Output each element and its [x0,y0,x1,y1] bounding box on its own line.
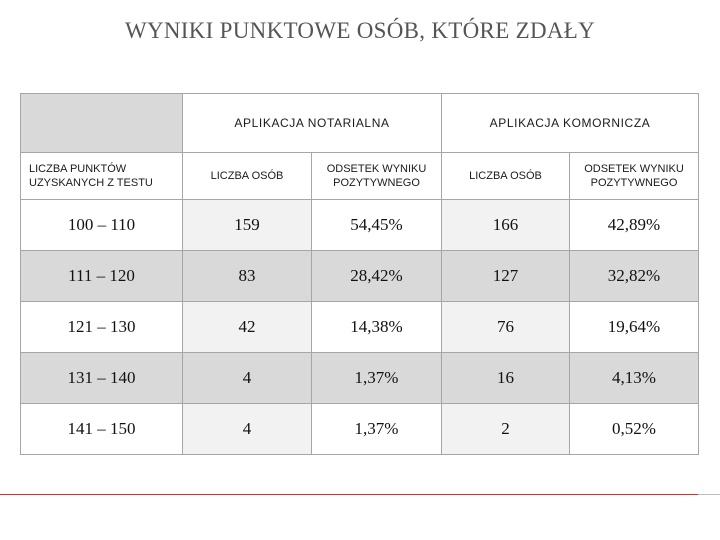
range-cell: 111 – 120 [21,251,183,302]
range-cell: 121 – 130 [21,302,183,353]
group-header-komornicza: APLIKACJA KOMORNICZA [442,94,699,153]
table-row [21,353,699,404]
footer-accent-line [0,494,698,495]
data-cell: 1,37% [312,404,442,455]
sub-header-percent-komornicza: ODSETEK WYNIKU POZYTYWNEGO [570,153,699,200]
table-row [21,302,699,353]
data-cell: 159 [183,200,312,251]
data-cell: 127 [442,251,570,302]
data-cell: 14,38% [312,302,442,353]
data-cell: 83 [183,251,312,302]
range-cell: 141 – 150 [21,404,183,455]
results-table [20,93,699,455]
data-cell: 76 [442,302,570,353]
footer-divider-line [698,494,720,495]
table-sub-header-row [21,153,699,200]
table-row [21,200,699,251]
data-cell: 42,89% [570,200,699,251]
range-cell: 131 – 140 [21,353,183,404]
table-corner-cell [21,94,183,153]
table-row [21,251,699,302]
table-group-header-row [21,94,699,153]
row-header-label: LICZBA PUNKTÓW UZYSKANYCH Z TESTU [21,153,183,200]
data-cell: 19,64% [570,302,699,353]
data-cell: 2 [442,404,570,455]
range-cell: 100 – 110 [21,200,183,251]
data-cell: 28,42% [312,251,442,302]
data-cell: 0,52% [570,404,699,455]
group-header-notarialna: APLIKACJA NOTARIALNA [183,94,442,153]
data-cell: 16 [442,353,570,404]
table-row [21,404,699,455]
data-cell: 54,45% [312,200,442,251]
data-cell: 4 [183,353,312,404]
data-cell: 4 [183,404,312,455]
sub-header-percent-notarialna: ODSETEK WYNIKU POZYTYWNEGO [312,153,442,200]
data-cell: 32,82% [570,251,699,302]
data-cell: 4,13% [570,353,699,404]
sub-header-count-notarialna: LICZBA OSÓB [183,153,312,200]
page-title: WYNIKI PUNKTOWE OSÓB, KTÓRE ZDAŁY [124,18,596,43]
data-cell: 1,37% [312,353,442,404]
sub-header-count-komornicza: LICZBA OSÓB [442,153,570,200]
data-cell: 166 [442,200,570,251]
data-cell: 42 [183,302,312,353]
